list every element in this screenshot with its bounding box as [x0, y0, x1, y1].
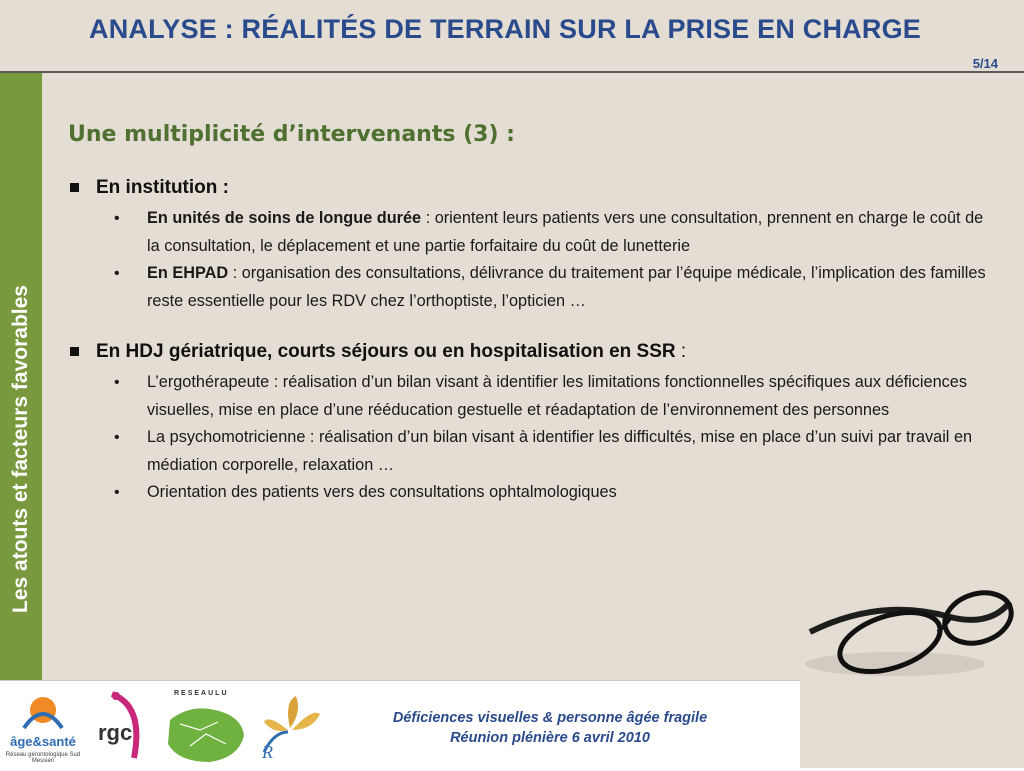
item-text: : organisation des consultations, délivrance du traitement par l’équipe médicale, l’implication des familles reste essentielle pour les RDV chez l’orthoptiste, l’opticien …: [147, 264, 986, 310]
list-item: [114, 260, 998, 315]
svg-text:R: R: [262, 742, 273, 762]
footer-corner: [800, 680, 1024, 768]
title-divider: [0, 71, 1024, 73]
list-item: [114, 424, 998, 479]
slide-content: [68, 122, 998, 533]
region-map-icon: [160, 700, 250, 766]
section-institution: [68, 177, 998, 315]
bullet-list: [68, 205, 998, 315]
section-heading: Une multiplicité d’intervenants (3) :: [68, 122, 515, 147]
item-text: : orientent leurs patients vers une consultation, prennent en charge le coût de la consultation, le déplacement et une partie forfaitaire du coût de lunetterie: [147, 209, 984, 255]
rgc-name: rgc: [98, 720, 133, 745]
section-title-text: En institution :: [96, 177, 229, 198]
list-item: [114, 205, 998, 260]
bullet-icon: •: [114, 210, 120, 227]
age-sante-logo: [2, 690, 84, 766]
bullet-icon: •: [114, 265, 120, 282]
bullet-icon: •: [114, 374, 120, 391]
footer-caption: [340, 708, 760, 748]
page-number: 5/14: [972, 56, 998, 71]
square-bullet-icon: [70, 347, 79, 356]
section-hdj: [68, 341, 998, 507]
reseaulu-logo: [160, 690, 250, 766]
gerontology-network-logo: [254, 692, 324, 764]
sidebar-label: Les atouts et facteurs favorables: [9, 285, 32, 613]
sidebar-band: [0, 73, 42, 680]
footer-line-2: Réunion plénière 6 avril 2010: [450, 730, 650, 746]
item-bold-lead: En unités de soins de longue durée: [147, 209, 422, 227]
item-text: Orientation des patients vers des consultations ophtalmologiques: [147, 483, 617, 501]
bullet-icon: •: [114, 429, 120, 446]
item-text: L’ergothérapeute : réalisation d’un bilan visant à identifier les limitations fonctionnelles spécifiques aux déficiences visuelles, mise en place d’une rééducation gestuelle et réadaptation de l’environnement des personnes: [147, 373, 967, 419]
slide-title: ANALYSE : RÉALITÉS DE TERRAIN SUR LA PRISE EN CHARGE: [89, 14, 921, 44]
item-text: La psychomotricienne : réalisation d’un bilan visant à identifier les difficultés, mise en place d’un suivi par travail en médiation corporelle, relaxation …: [147, 428, 973, 474]
section-title-tail: :: [675, 341, 687, 362]
footer-line-1: Déficiences visuelles & personne âgée fragile: [392, 710, 708, 726]
bullet-list: [68, 369, 998, 507]
square-bullet-icon: [70, 183, 79, 192]
list-item: [114, 369, 998, 424]
section-title: [68, 341, 998, 363]
age-sante-name: âge&santé: [10, 734, 76, 749]
plant-leaves-icon: [254, 692, 324, 764]
list-item: [114, 479, 998, 507]
section-title-text: En HDJ gériatrique, courts séjours ou en hospitalisation en SSR: [96, 341, 676, 362]
item-bold-lead: En EHPAD: [147, 264, 229, 282]
eyeglasses-icon: [800, 562, 1020, 680]
rgc-logo: [94, 688, 156, 766]
reseaulu-name: RESEAULU: [174, 690, 229, 697]
section-title: [68, 177, 998, 199]
age-sante-subtitle: Réseau gérontologique Sud Messien: [5, 752, 81, 764]
bullet-icon: •: [114, 484, 120, 501]
